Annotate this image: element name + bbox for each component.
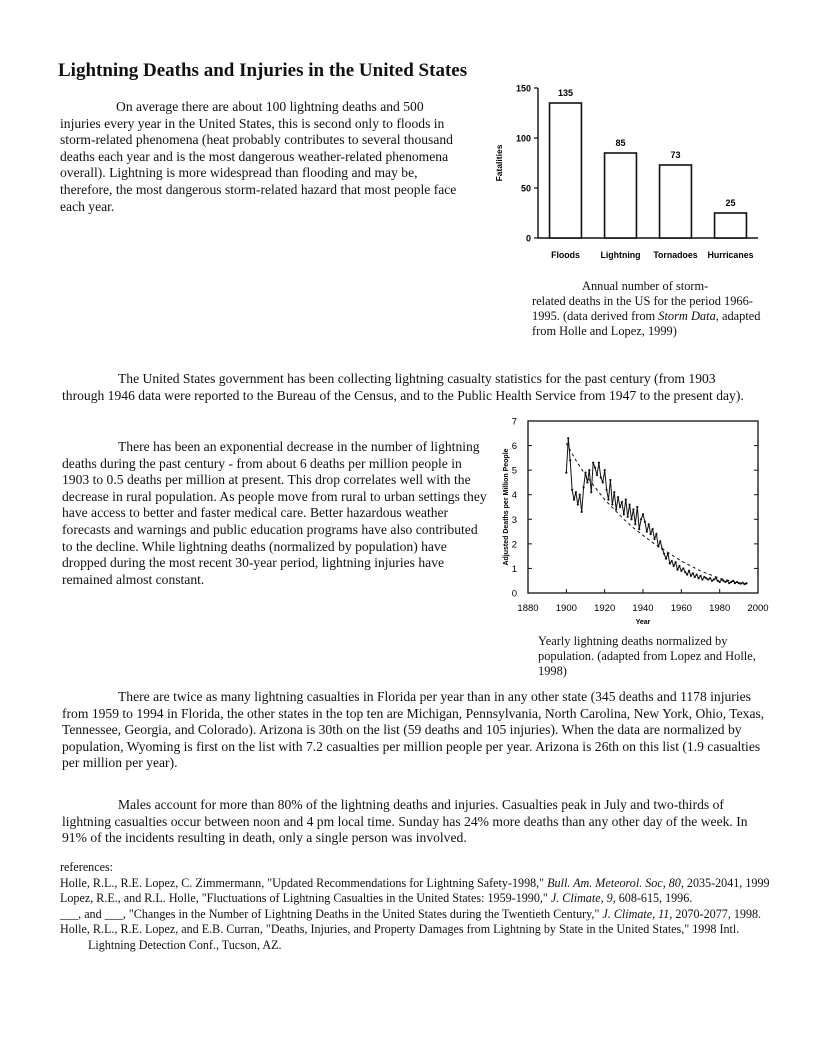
data-point — [573, 499, 575, 501]
x-category-label: Lightning — [600, 250, 641, 260]
reference-text: 2070-2077, 1998. — [672, 906, 762, 921]
data-point — [625, 499, 627, 501]
data-point — [686, 573, 688, 575]
data-point — [628, 503, 630, 505]
bar — [660, 165, 692, 238]
data-point — [692, 572, 694, 574]
caption-line: Annual number of storm- — [582, 279, 709, 293]
y-tick-label: 6 — [511, 441, 517, 453]
data-point — [594, 467, 596, 469]
data-point — [707, 578, 709, 580]
caption-text: related deaths in the US for the period 1966-1995. (data derived from — [532, 294, 753, 323]
y-tick-label: 1 — [511, 563, 517, 575]
data-point — [619, 506, 621, 508]
reference-item — [60, 907, 776, 923]
data-point — [682, 567, 684, 569]
reference-item — [60, 891, 776, 907]
data-point — [648, 523, 650, 525]
y-tick-label: 0 — [511, 588, 517, 600]
data-point — [602, 481, 604, 483]
data-point — [705, 577, 707, 579]
reference-journal: J. Climate, 11, — [602, 906, 673, 921]
data-point — [728, 582, 730, 584]
bar-chart-caption — [532, 279, 762, 339]
data-point — [590, 491, 592, 493]
reference-journal: J. Climate, 9, — [550, 891, 616, 906]
reference-text: Holle, R.L., R.E. Lopez, C. Zimmermann, "Updated Recommendations for Lightning Safety-1998," — [60, 875, 548, 890]
data-point — [680, 570, 682, 572]
bar — [550, 103, 582, 238]
data-point — [659, 540, 661, 542]
data-point — [632, 508, 634, 510]
bar-data-label: 85 — [615, 138, 626, 148]
data-point — [711, 580, 713, 582]
reference-text: 2035-2041, 1999 — [683, 875, 770, 890]
data-point — [611, 503, 613, 505]
data-point — [638, 528, 640, 530]
bar-data-label: 135 — [557, 88, 574, 98]
data-point — [615, 508, 617, 510]
data-point — [579, 494, 581, 496]
y-tick-label: 2 — [511, 539, 517, 551]
series-line-observed — [566, 438, 746, 584]
x-tick-label: 1900 — [555, 603, 577, 614]
reference-text: 608-615, 1996. — [615, 891, 693, 906]
demographics-paragraph: Males account for more than 80% of the lightning deaths and injuries. Casualties peak in July and two-thirds of lightning casualties occur between noon and 4 pm local time. Sunday has 24% more deaths than any other day of the week. In 91% of the incidents resulting in death, only a single person was involved. — [62, 797, 748, 846]
intro-paragraph: On average there are about 100 lightning deaths and 500 injuries every year in the United States, this is second only to floods in storm-related phenomena (heat probably contributes to several thousand deaths each year and is the most dangerous weather-related phenomena overall). Lightning is more widespread than flooding and may be, therefore, the most dangerous storm-related hazard that most people face each year. — [60, 99, 457, 214]
data-point — [644, 521, 646, 523]
normalized-deaths-line-chart — [494, 410, 784, 632]
data-point — [646, 530, 648, 532]
y-axis-title: Adjusted Deaths per Million People — [503, 448, 510, 566]
x-category-label: Floods — [551, 250, 580, 260]
x-category-label: Hurricanes — [707, 250, 754, 260]
history-paragraph: The United States government has been collecting lightning casualty statistics for the past century (from 1903 through 1946 data were reported to the Bureau of the Census, and to the Public Health Service from 1947 to the present day). — [62, 371, 744, 403]
data-point — [688, 570, 690, 572]
reference-text: Holle, R.L., R.E. Lopez, and E.B. Curran, "Deaths, Injuries, and Property Damages from Lightning by State in the United States," 1998 Intl. Lightning Detection Conf., Tucson, AZ. — [60, 922, 740, 952]
y-tick-label: 50 — [520, 183, 531, 194]
bar — [605, 153, 637, 238]
data-point — [730, 581, 732, 583]
data-point — [655, 533, 657, 535]
y-tick-label: 100 — [515, 133, 531, 144]
x-tick-label: 1980 — [709, 603, 731, 614]
storm-fatalities-bar-chart — [488, 80, 778, 270]
data-point — [636, 506, 638, 508]
data-point — [671, 560, 673, 562]
data-point — [650, 533, 652, 535]
data-point — [609, 479, 611, 481]
data-point — [665, 558, 667, 560]
bar — [715, 213, 747, 238]
y-tick-label: 0 — [525, 233, 531, 244]
data-point — [719, 581, 721, 583]
bar-data-label: 25 — [725, 198, 736, 208]
data-point — [724, 581, 726, 583]
data-point — [630, 518, 632, 520]
data-point — [586, 481, 588, 483]
data-point — [703, 576, 705, 578]
data-point — [627, 516, 629, 518]
data-point — [736, 581, 738, 583]
data-point — [613, 491, 615, 493]
reference-journal: Bull. Am. Meteorol. Soc, 80, — [547, 875, 684, 890]
data-point — [604, 469, 606, 471]
data-point — [694, 576, 696, 578]
plot-frame — [528, 421, 758, 593]
data-point — [696, 573, 698, 575]
data-point — [575, 491, 577, 493]
x-tick-label: 1940 — [632, 603, 654, 614]
data-point — [598, 462, 600, 464]
x-category-label: Tornadoes — [653, 250, 698, 260]
data-point — [651, 528, 653, 530]
y-tick-label: 4 — [511, 490, 517, 502]
x-tick-label: 1920 — [594, 603, 616, 614]
data-point — [699, 575, 701, 577]
reference-text: Lopez, R.E., and R.L. Holle, "Fluctuations of Lightning Casualties in the United States: 1959-1990," — [60, 891, 551, 906]
data-point — [690, 575, 692, 577]
bar-data-label: 73 — [670, 150, 681, 160]
x-tick-label: 2000 — [747, 603, 769, 614]
y-tick-label: 5 — [511, 465, 517, 477]
data-point — [713, 578, 715, 580]
references-header: references: — [60, 860, 114, 874]
y-axis-title: Fatalities — [494, 144, 504, 182]
decline-paragraph: There has been an exponential decrease in the number of lightning deaths during the past century - from about 6 deaths per million people in 1903 to 0.5 deaths per million at present. This drop correlates well with the decrease in rural population. As people move from rural to urban settings they have access to better and faster medical care. Better hazardous weather forecasts and warnings and public education programs have also contributed to the decline. While lightning deaths (normalized by population) have dropped during the most recent 30-year period, lightning injuries have remained almost constant. — [62, 439, 487, 587]
reference-text: ___, and ___, "Changes in the Number of Lightning Deaths in the United States during the Twentieth Century," — [60, 906, 603, 921]
data-point — [709, 577, 711, 579]
data-point — [581, 511, 583, 513]
line-chart-caption: Yearly lightning deaths normalized by population. (adapted from Lopez and Holle, 1998) — [538, 634, 756, 678]
data-point — [673, 565, 675, 567]
data-point — [701, 578, 703, 580]
data-point — [588, 469, 590, 471]
data-point — [676, 569, 678, 571]
data-point — [742, 582, 744, 584]
data-point — [571, 489, 573, 491]
data-point — [734, 582, 736, 584]
references-section — [60, 860, 776, 954]
data-point — [697, 577, 699, 579]
page-title: Lightning Deaths and Injuries in the United States — [58, 60, 468, 81]
data-point — [634, 523, 636, 525]
reference-item — [60, 876, 776, 892]
data-point — [674, 561, 676, 563]
data-point — [596, 474, 598, 476]
x-axis-title: Year — [635, 619, 651, 626]
data-point — [621, 501, 623, 503]
data-point — [582, 486, 584, 488]
data-point — [669, 562, 671, 564]
data-point — [592, 462, 594, 464]
data-point — [577, 503, 579, 505]
data-point — [607, 499, 609, 501]
data-point — [605, 489, 607, 491]
data-point — [584, 472, 586, 474]
data-point — [640, 518, 642, 520]
data-point — [653, 538, 655, 540]
data-point — [600, 476, 602, 478]
y-tick-label: 7 — [511, 416, 517, 428]
data-point — [722, 580, 724, 582]
data-point — [717, 580, 719, 582]
data-point — [623, 513, 625, 515]
data-point — [567, 437, 569, 439]
data-point — [684, 571, 686, 573]
x-tick-label: 1880 — [517, 603, 539, 614]
reference-item — [60, 922, 776, 953]
caption-italic: Storm Data — [658, 309, 716, 323]
caption-text: , adapted from Holle and Lopez, 1999) — [532, 309, 761, 338]
states-paragraph: There are twice as many lightning casualties in Florida per year than in any other state (345 deaths and 1178 injuries from 1959 to 1994 in Florida, the other states in the top ten are Michigan, Pennsylvania, North Carolina, New York, Ohio, Texas, Tennessee, Georgia, and Colorado). Arizona is 30th on the list (59 deaths and 105 injuries). When the data are normalized by population, Wyoming is first on the list with 7.2 casualties per million people per year. Arizona is 26th on this list (1.9 casualties per million per year). — [62, 689, 765, 771]
data-point — [569, 459, 571, 461]
data-point — [663, 553, 665, 555]
data-point — [678, 565, 680, 567]
y-tick-label: 150 — [515, 83, 531, 94]
data-point — [565, 472, 567, 474]
y-tick-label: 3 — [511, 514, 517, 526]
data-point — [617, 496, 619, 498]
x-tick-label: 1960 — [670, 603, 692, 614]
data-point — [642, 513, 644, 515]
